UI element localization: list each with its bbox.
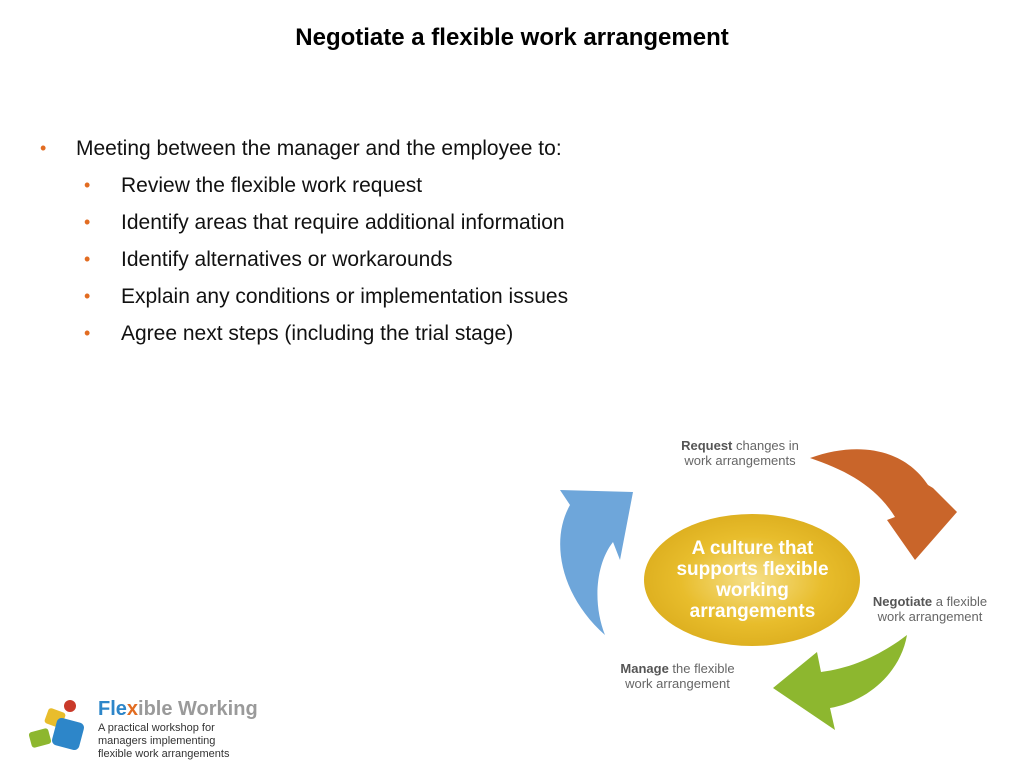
cycle-diagram bbox=[555, 430, 1005, 750]
center-line: A culture that bbox=[691, 538, 814, 559]
puzzle-pieces-icon bbox=[28, 698, 98, 762]
stage-label-manage bbox=[605, 661, 750, 691]
stage-text: a flexible bbox=[932, 594, 988, 609]
logo-title bbox=[98, 698, 258, 721]
stage-label-request bbox=[660, 438, 820, 468]
sub-bullet-text: Explain any conditions or implementation issues bbox=[121, 285, 569, 308]
bullet-list bbox=[34, 130, 674, 352]
sub-bullet-item bbox=[34, 315, 674, 352]
logo-subtitle-line: A practical workshop for bbox=[98, 722, 215, 734]
logo-subtitle-line: managers implementing bbox=[98, 735, 216, 747]
bullet-item-main bbox=[34, 130, 674, 167]
stage-text: work arrangement bbox=[625, 676, 730, 691]
logo-title-part: x bbox=[126, 698, 139, 720]
bullet-text: Meeting between the manager and the employee to: bbox=[76, 137, 562, 160]
bullet-dot-icon: • bbox=[40, 138, 47, 158]
logo-subtitle-line: flexible work arrangements bbox=[98, 748, 230, 760]
bullet-dot-icon: • bbox=[84, 175, 91, 195]
negotiate-arrow-icon bbox=[773, 635, 907, 730]
bullet-dot-icon: • bbox=[84, 249, 91, 269]
sub-bullet-item bbox=[34, 167, 674, 204]
bullet-dot-icon: • bbox=[84, 323, 91, 343]
workshop-logo bbox=[28, 698, 288, 766]
sub-bullet-item bbox=[34, 204, 674, 241]
manage-arrow-icon bbox=[560, 490, 633, 635]
stage-keyword: Request bbox=[681, 438, 733, 453]
sub-bullet-item bbox=[34, 241, 674, 278]
stage-text: work arrangements bbox=[684, 453, 796, 468]
sub-bullet-item bbox=[34, 278, 674, 315]
sub-bullet-text: Review the flexible work request bbox=[121, 174, 423, 197]
center-line: working bbox=[716, 580, 789, 601]
bullet-dot-icon: • bbox=[84, 286, 91, 306]
sub-bullet-text: Identify alternatives or workarounds bbox=[121, 248, 453, 271]
stage-keyword: Manage bbox=[620, 661, 669, 676]
logo-title-part: Fle bbox=[98, 698, 127, 720]
bullet-dot-icon: • bbox=[84, 212, 91, 232]
slide-title: Negotiate a flexible work arrangement bbox=[295, 24, 729, 51]
stage-text: the flexible bbox=[668, 661, 735, 676]
stage-text: changes in bbox=[732, 438, 799, 453]
stage-keyword: Negotiate bbox=[872, 594, 933, 609]
logo-subtitle bbox=[98, 722, 229, 761]
sub-bullet-text: Agree next steps (including the trial stage) bbox=[121, 322, 514, 345]
stage-label-negotiate bbox=[860, 594, 1000, 624]
sub-bullet-text: Identify areas that require additional information bbox=[121, 211, 565, 234]
center-line: supports flexible bbox=[676, 559, 829, 580]
logo-title-part: ible Working bbox=[138, 698, 258, 720]
cycle-center-text bbox=[650, 522, 855, 638]
stage-text: work arrangement bbox=[877, 609, 983, 624]
center-line: arrangements bbox=[689, 601, 816, 622]
